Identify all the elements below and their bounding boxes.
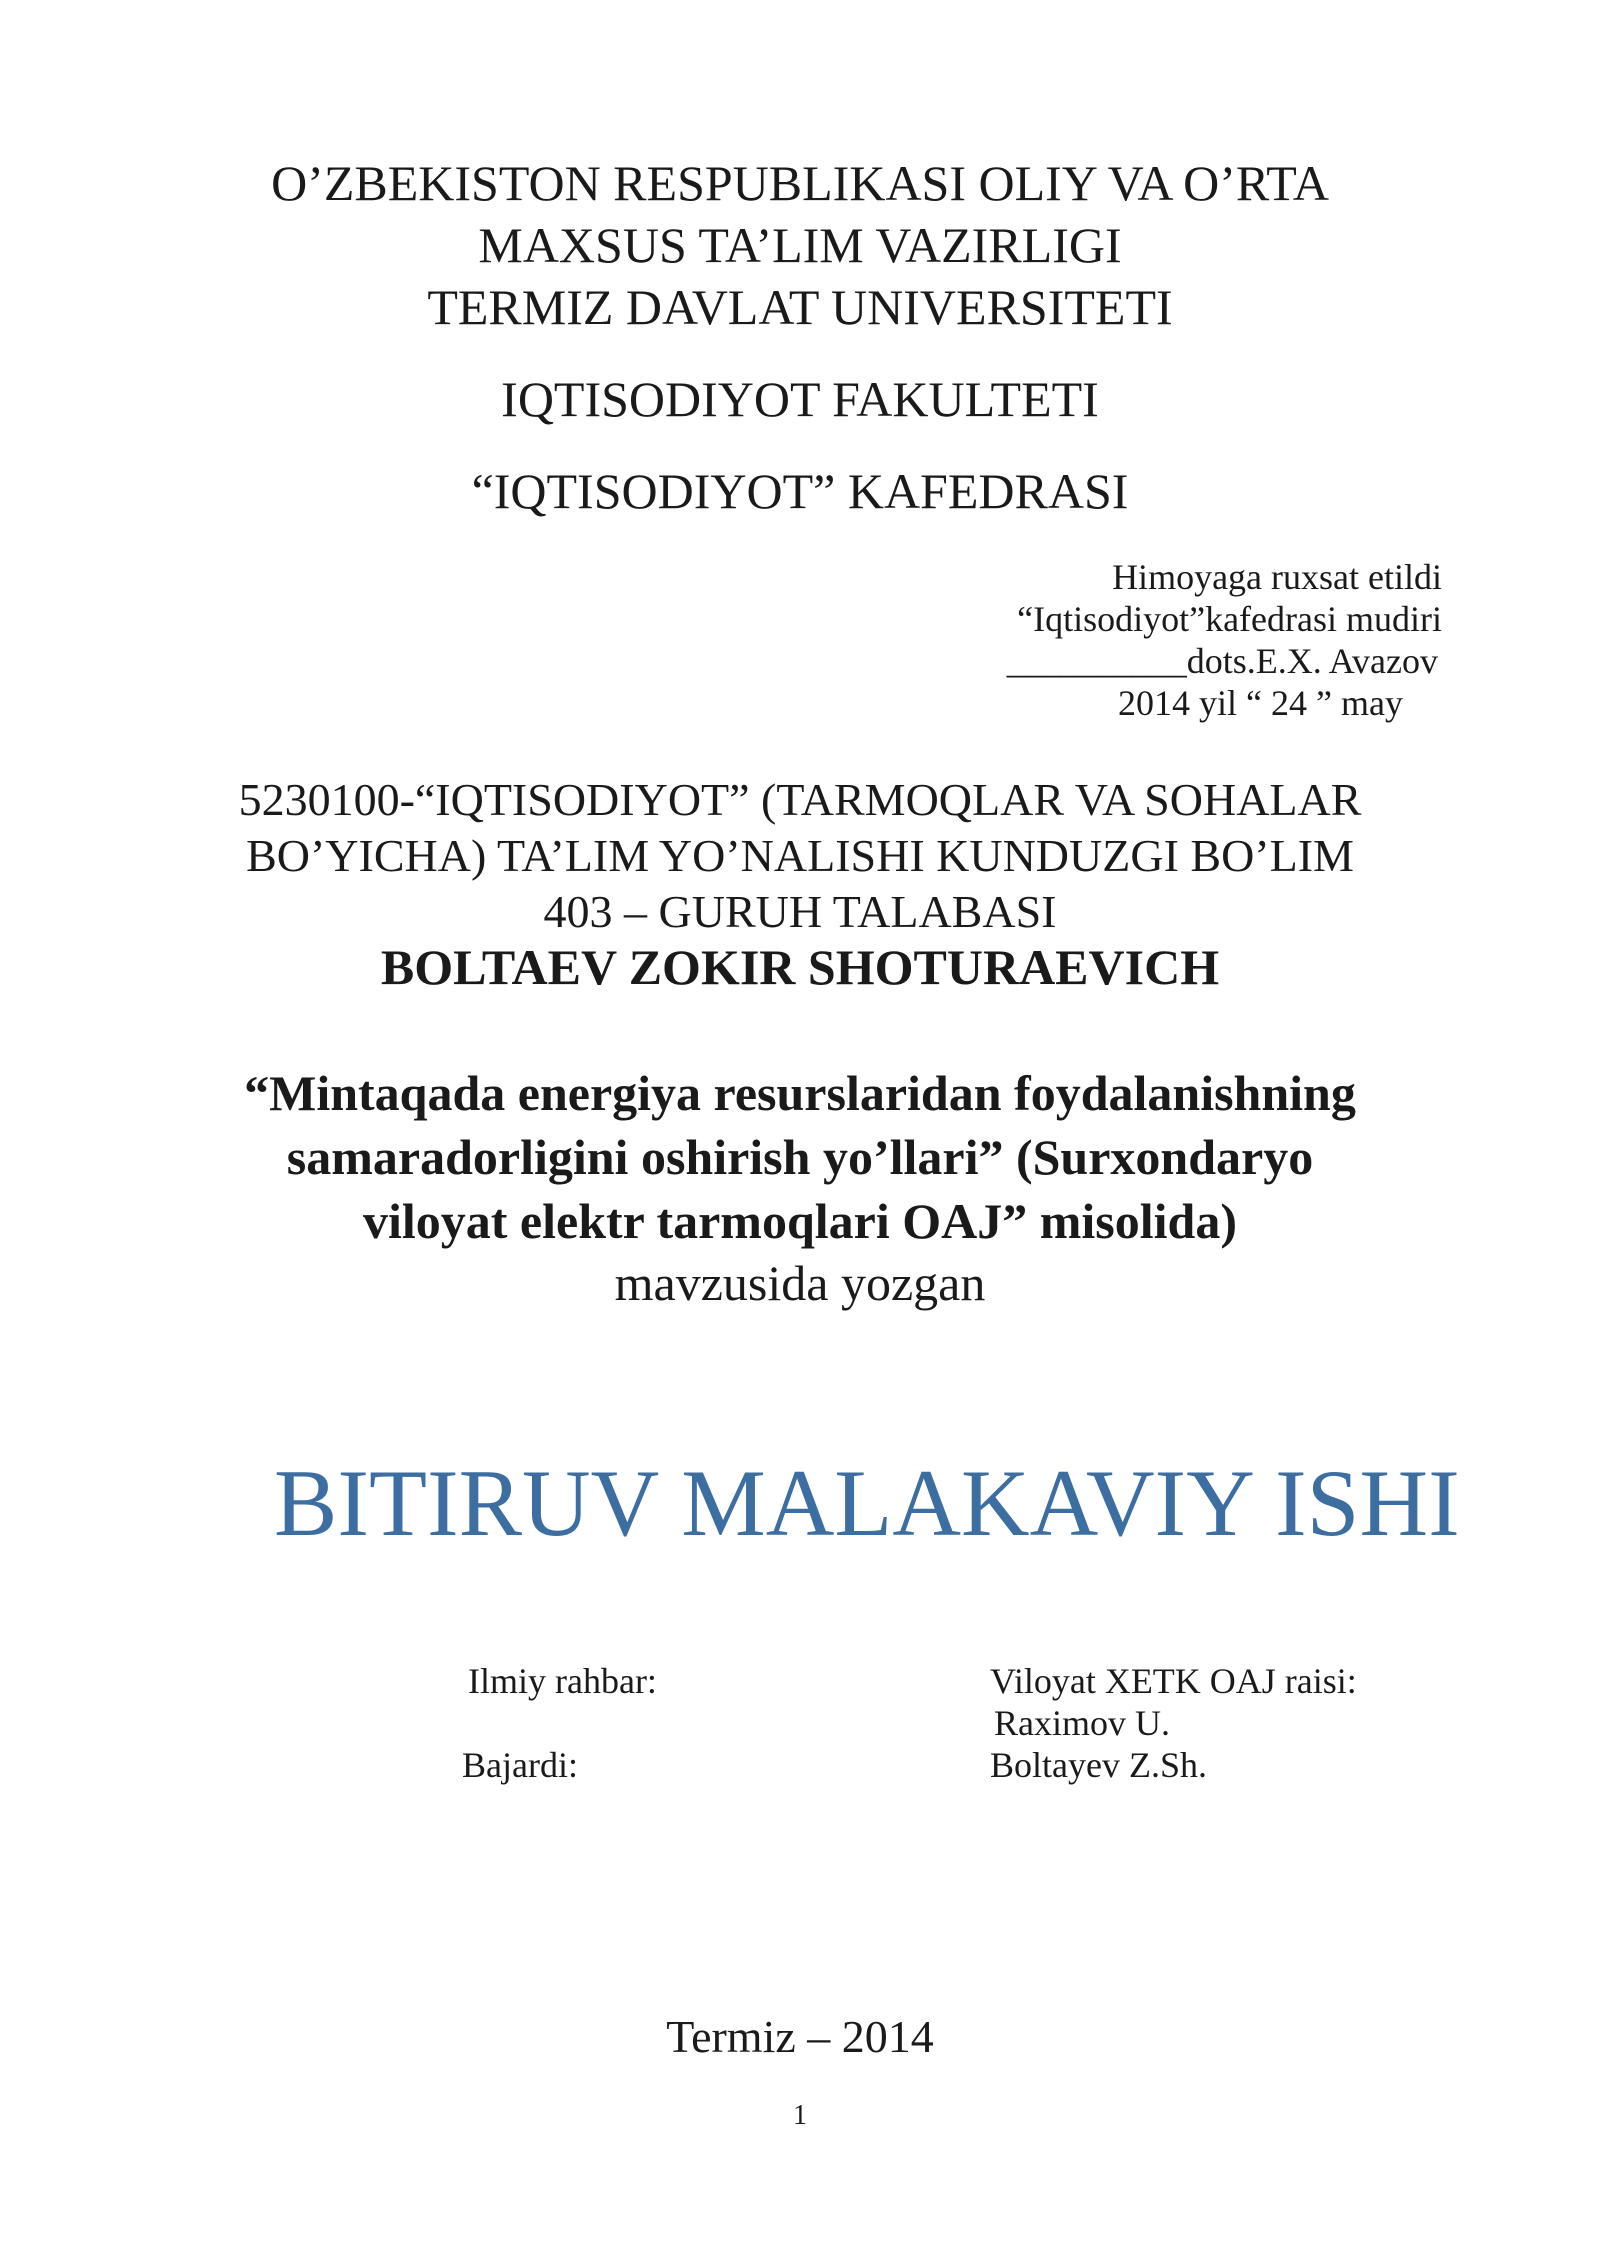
program-line-2: BO’YICHA) TA’LIM YO’NALISHI KUNDUZGI BO’LIM (246, 830, 1354, 881)
approval-date: 2014 yil “ 24 ” may (1118, 683, 1403, 723)
page-number: 1 (793, 2100, 807, 2131)
author-label: Bajardi: (462, 1745, 578, 1785)
supervisor-label: Ilmiy rahbar: (468, 1661, 657, 1701)
supervisor-title: Viloyat XETK OAJ raisi: (990, 1661, 1357, 1701)
program-line-1: 5230100-“IQTISODIYOT” (TARMOQLAR VA SOHALAR (238, 774, 1362, 825)
approval-line-3: __________dots.E.X. Avazov (1006, 641, 1438, 681)
topic-suffix: mavzusida yozgan (614, 1255, 986, 1311)
city-year: Termiz – 2014 (666, 2011, 934, 2062)
document-type-title: BITIRUV MALAKAVIY ISHI (274, 1450, 1460, 1556)
program-line-3: 403 – GURUH TALABASI (543, 886, 1057, 937)
ministry-line-1: O’ZBEKISTON RESPUBLIKASI OLIY VA O’RTA (271, 155, 1329, 211)
topic-line-2: samaradorligini oshirish yo’llari” (Surxondaryo (286, 1129, 1314, 1185)
student-name: BOLTAEV ZOKIR SHOTURAEVICH (380, 939, 1220, 995)
author-name: Boltayev Z.Sh. (990, 1745, 1207, 1785)
university-name: TERMIZ DAVLAT UNIVERSITETI (427, 279, 1173, 335)
supervisor-name: Raximov U. (994, 1703, 1170, 1743)
department-name: “IQTISODIYOT” KAFEDRASI (471, 463, 1129, 519)
ministry-line-2: MAXSUS TA’LIM VAZIRLIGI (478, 217, 1122, 273)
faculty-name: IQTISODIYOT FAKULTETI (501, 371, 1099, 427)
topic-line-1: “Mintaqada energiya resurslaridan foydalanishning (244, 1065, 1356, 1121)
approval-line-1: Himoyaga ruxsat etildi (1112, 557, 1442, 597)
topic-line-3: viloyat elektr tarmoqlari OAJ” misolida) (363, 1193, 1237, 1249)
approval-line-2: “Iqtisodiyot”kafedrasi mudiri (1017, 599, 1442, 639)
